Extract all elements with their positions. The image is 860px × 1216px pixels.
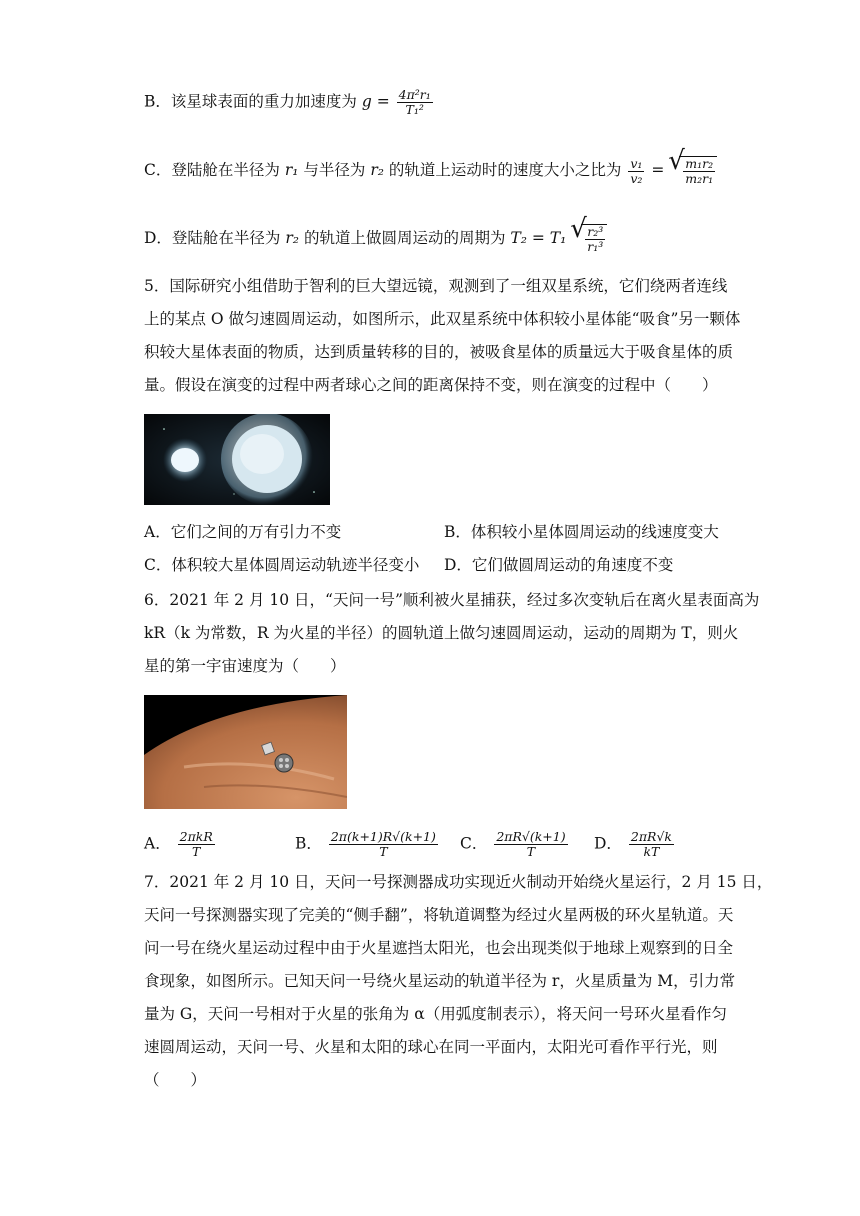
q4-c-sqrt: √ $\frac{\text{m₁r₂}}{\text{m₂r₁}}$ xyxy=(679,156,717,186)
q4-c-left-fraction: $\frac{\text{v₁}}{\text{v₂}}$ xyxy=(630,155,643,186)
q6-option-c: C． $\frac{2\pi R√(k+1)}{T}$ xyxy=(460,829,566,859)
mars-probe-image xyxy=(144,695,347,809)
q5-text-line: 积较大星体表面的物质，达到质量转移的目的，被吸食星体的质量远大于吸食星体的质 xyxy=(144,343,734,361)
q4-option-d: D．登陆舱在半径为 r₂ 的轨道上做圆周运动的周期为 T₂ = T₁ √ $\frac{\text{r₂³}}{\text{r₁³}}$ xyxy=(144,224,607,254)
q6-text-line: kR（k 为常数，R 为火星的半径）的圆轨道上做匀速圆周运动，运动的周期为 T，则火 xyxy=(144,624,739,642)
q7-text-line: （ ） xyxy=(144,1071,207,1089)
q6-text-line: 6．2021 年 2 月 10 日，“天问一号”顺利被火星捕获，经过多次变轨后在离火星表面高为 xyxy=(144,591,760,609)
q7-text-line: 7．2021 年 2 月 10 日，天问一号探测器成功实现近火制动开始绕火星运行，2 月 15 日， xyxy=(144,873,773,891)
q7-text-line: 速圆周运动，天问一号、火星和太阳的球心在同一平面内，太阳光可看作平行光，则 xyxy=(144,1038,718,1056)
binary-star-illustration xyxy=(144,414,330,505)
q5-text-line: 量。假设在演变的过程中两者球心之间的距离保持不变，则在演变的过程中（ ） xyxy=(144,376,718,394)
q5-text-line: 5．国际研究小组借助于智利的巨大望远镜，观测到了一组双星系统，它们绕两者连线 xyxy=(144,277,728,295)
q5-option-d: D．它们做圆周运动的角速度不变 xyxy=(444,556,674,574)
q6-text-line: 星的第一宇宙速度为（ ） xyxy=(144,657,346,675)
q4-option-b: B．该星球表面的重力加速度为 g = $\frac{\text{4π²r₁}}{\text{T₁²}}$ xyxy=(144,87,431,117)
q7-text-line: 天问一号探测器实现了完美的“侧手翻”，将轨道调整为经过火星两极的环火星轨道。天 xyxy=(144,906,734,924)
q7-text-line: 食现象，如图所示。已知天问一号绕火星运动的轨道半径为 r，火星质量为 M，引力常 xyxy=(144,972,736,990)
binary-star-image xyxy=(144,414,330,505)
mars-probe-illustration xyxy=(144,695,347,809)
q6-option-a: A． $\frac{\text{2πkR}}{T}$ xyxy=(144,829,213,859)
q4-option-c: C．登陆舱在半径为 r₁ 与半径为 r₂ 的轨道上运动时的速度大小之比为 $\frac{\text{v₁}}{\text{v₂}}$ = √ $\frac{\text{m₁r₂}}{\text{m₂r₁}}$ xyxy=(144,156,717,186)
q4-d-sqrt: √ $\frac{\text{r₂³}}{\text{r₁³}}$ xyxy=(581,224,607,254)
q6-option-b: B． $\frac{2\pi(k+1)R√(k+1)}{T}$ xyxy=(295,829,436,859)
q7-text-line: 问一号在绕火星运动过程中由于火星遮挡太阳光，也会出现类似于地球上观察到的日全 xyxy=(144,939,734,957)
q5-text-line: 上的某点 O 做匀速圆周运动，如图所示，此双星系统中体积较小星体能“吸食”另一颗体 xyxy=(144,310,741,328)
q5-option-c: C．体积较大星体圆周运动轨迹半径变小 xyxy=(144,556,420,574)
q7-text-line: 量为 G，天问一号相对于火星的张角为 α（用弧度制表示），将天问一号环火星看作匀 xyxy=(144,1005,727,1023)
q5-option-a: A．它们之间的万有引力不变 xyxy=(144,523,342,541)
q5-option-b: B．体积较小星体圆周运动的线速度变大 xyxy=(444,523,719,541)
q6-option-d: D． $\frac{2\pi R√k}{kT}$ xyxy=(594,829,672,859)
q4-b-fraction: $\frac{\text{4π²r₁}}{\text{T₁²}}$ xyxy=(398,87,431,117)
